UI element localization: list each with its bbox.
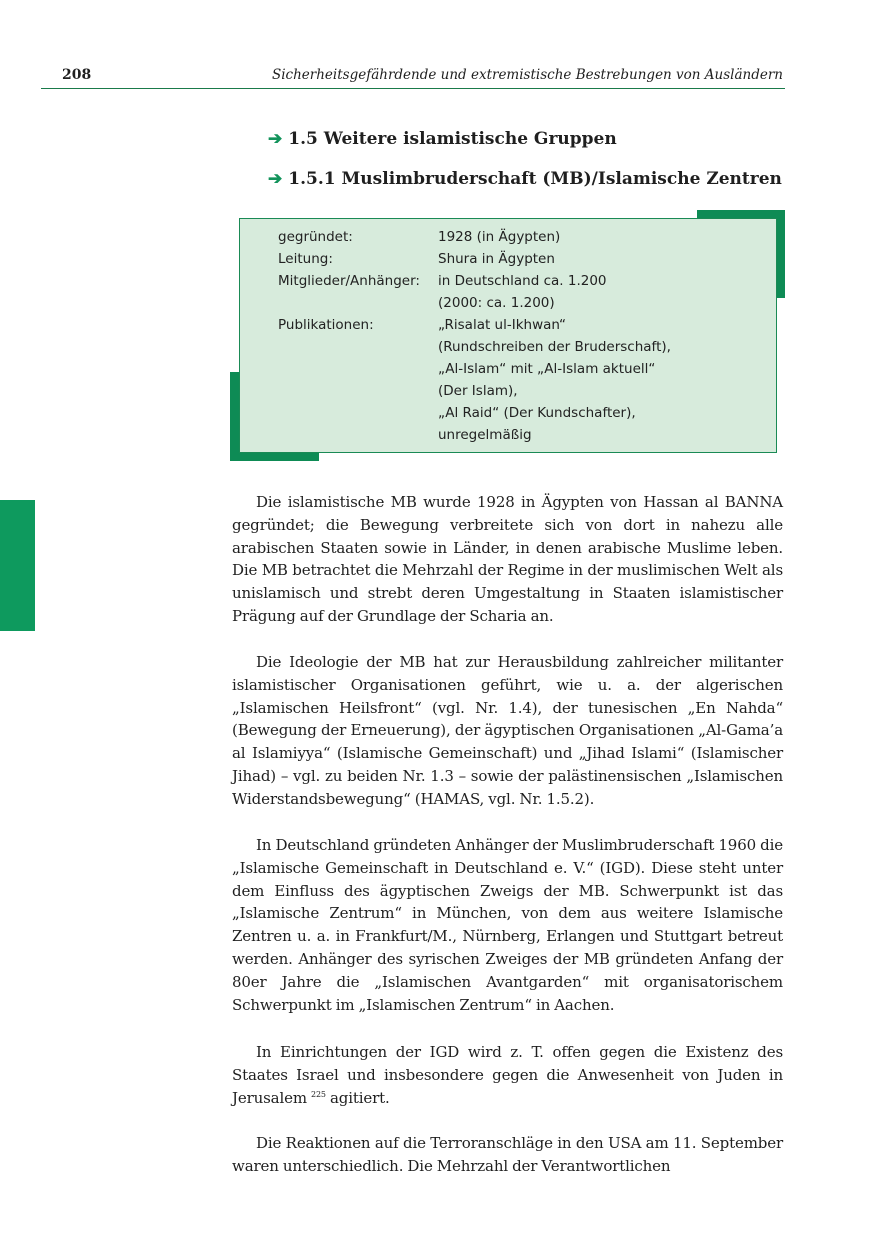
body-paragraph (232, 1041, 783, 1109)
page-number: 208 (62, 67, 92, 83)
section-heading (268, 129, 617, 149)
members-label: Mitglieder/Anhänger: (278, 273, 420, 289)
publication-line: „Al Raid“ (Der Kundschafter), (438, 405, 636, 421)
publication-line: „Al-Islam“ mit „Al-Islam aktuell“ (438, 361, 656, 377)
publication-line: unregelmäßig (438, 427, 532, 443)
info-box (239, 218, 777, 453)
chapter-side-tab (0, 500, 35, 631)
arrow-icon: ➔ (268, 129, 283, 149)
founded-label: gegründet: (278, 229, 353, 245)
members-value: in Deutschland ca. 1.200 (438, 273, 607, 289)
arrow-icon: ➔ (268, 169, 283, 189)
founded-value: 1928 (in Ägypten) (438, 229, 561, 245)
body-text-segment: agitiert. (325, 1088, 390, 1107)
leadership-label: Leitung: (278, 251, 333, 267)
running-header: Sicherheitsgefährdende und extremistische Bestrebungen von Ausländern (271, 67, 783, 83)
section-heading-text: 1.5 Weitere islamistische Gruppen (288, 129, 617, 149)
body-paragraph: Die islamistische MB wurde 1928 in Ägypten von Hassan al BANNA gegründet; die Bewegung verbreitete sich von dort in nahezu alle arabischen Staaten sowie in Länder, in denen arabische Muslime leben. Die MB betrachtet die Mehrzahl der Regime in der muslimischen Welt als unislamisch und strebt deren Umgestaltung in Staaten islamistischer Prägung auf der Grundlage der Scharia an. (232, 493, 783, 625)
footnote-marker[interactable]: 225 (311, 1089, 326, 1099)
body-paragraph: Die Ideologie der MB hat zur Herausbildung zahlreicher militanter islamistischer Organisationen geführt, wie u. a. der algerischen „Islamischen Heilsfront“ (vgl. Nr. 1.4), der tunesischen „En Nahda“ (Bewegung der Erneuerung), der ägyptischen Organisationen „Al-Gama’a al Islamiyya“ (Islamische Gemeinschaft) und „Jihad Islami“ (Islamischer Jihad) – vgl. zu beiden Nr. 1.3 – sowie der palästinensischen „Islamischen Widerstandsbewegung“ (HAMAS, vgl. Nr. 1.5.2). (232, 653, 783, 808)
body-paragraph: In Deutschland gründeten Anhänger der Muslimbruderschaft 1960 die „Islamische Gemeinschaft in Deutschland e. V.“ (IGD). Diese steht unter dem Einfluss des ägyptischen Zweigs der MB. Schwerpunkt ist das „Islamische Zentrum“ in München, von dem aus weitere Islamische Zentren u. a. in Frankfurt/M., Nürnberg, Erlangen und Stuttgart betreut werden. Anhänger des syrischen Zweiges der MB gründeten Anfang der 80er Jahre die „Islamischen Avantgarden“ mit organisatorischem Schwerpunkt im „Islamischen Zentrum“ in Aachen. (232, 836, 783, 1014)
publication-line: (Der Islam), (438, 383, 518, 399)
members-previous: (2000: ca. 1.200) (438, 295, 555, 311)
body-paragraph: Die Reaktionen auf die Terroranschläge in den USA am 11. September waren unterschiedlich. Die Mehrzahl der Verantwortlichen (232, 1134, 783, 1175)
publication-line: (Rundschreiben der Bruderschaft), (438, 339, 671, 355)
subsection-heading-text: 1.5.1 Muslimbruderschaft (MB)/Islamische Zentren (288, 169, 782, 189)
body-text-segment: In Einrichtungen der IGD wird z. T. offen gegen die Existenz des Staates Israel und insbesondere gegen die Anwesenheit von Juden in Jerusalem (232, 1043, 783, 1107)
publication-line: „Risalat ul-Ikhwan“ (438, 317, 566, 333)
subsection-heading (268, 169, 782, 189)
header-rule (41, 88, 785, 89)
leadership-value: Shura in Ägypten (438, 251, 555, 267)
publications-label: Publikationen: (278, 317, 374, 333)
